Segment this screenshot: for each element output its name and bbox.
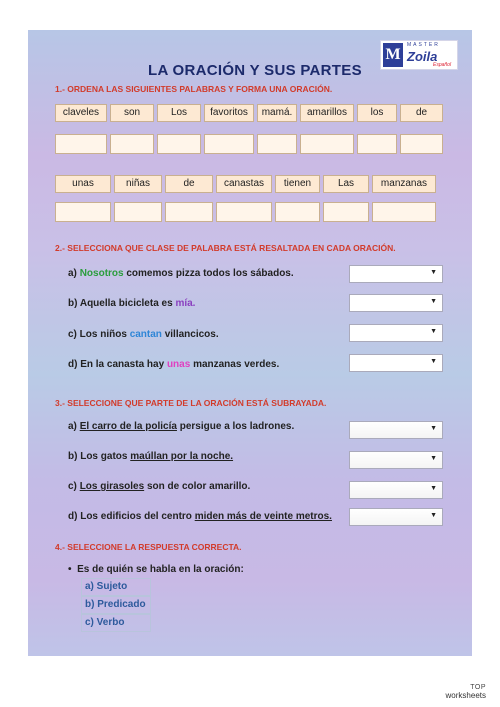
question-2b: [68, 298, 195, 309]
drop-slot[interactable]: [55, 202, 111, 222]
word-tile[interactable]: Los: [157, 104, 201, 122]
q-rest: villancicos.: [164, 329, 219, 340]
logo-letter: M: [383, 43, 403, 67]
dropdown-caret-icon: ▼: [430, 485, 437, 492]
dropdown-caret-icon: ▼: [430, 358, 437, 365]
q-rest: son de color amarillo.: [146, 481, 251, 492]
section-4-heading: 4.- SELECCIONE LA RESPUESTA CORRECTA.: [55, 542, 242, 552]
footer-bottom: worksheets: [445, 691, 486, 700]
answer-dropdown[interactable]: [349, 354, 443, 372]
highlighted-word: mía.: [175, 298, 196, 309]
word-tile[interactable]: unas: [55, 175, 111, 193]
drop-row-2: [55, 202, 436, 222]
drop-slot[interactable]: [275, 202, 320, 222]
drop-slot[interactable]: [323, 202, 369, 222]
logo-line2: Zoila: [407, 49, 438, 64]
word-row-1: [55, 104, 443, 122]
answer-option[interactable]: c) Verbo: [81, 614, 151, 632]
drop-slot[interactable]: [55, 134, 107, 154]
word-tile[interactable]: tienen: [275, 175, 320, 193]
question-3a: [68, 421, 294, 432]
drop-slot[interactable]: [204, 134, 254, 154]
worksheet: [28, 30, 472, 656]
drop-slot[interactable]: [165, 202, 213, 222]
q-rest: comemos pizza todos los sábados.: [126, 268, 294, 279]
q-prefix: a): [68, 268, 77, 279]
bullet-question: [68, 564, 244, 575]
question-2c: [68, 329, 219, 340]
section-2-heading: 2.- SELECCIONA QUE CLASE DE PALABRA ESTÁ RESALTADA EN CADA ORACIÓN.: [55, 243, 396, 253]
highlighted-word: unas: [166, 359, 191, 370]
word-tile[interactable]: canastas: [216, 175, 272, 193]
underlined-phrase: miden más de veinte metros.: [194, 511, 332, 522]
section-3-heading: 3.- SELECCIONE QUE PARTE DE LA ORACIÓN ESTÁ SUBRAYADA.: [55, 398, 327, 408]
answer-dropdown[interactable]: [349, 324, 443, 342]
drop-slot[interactable]: [114, 202, 162, 222]
answer-dropdown[interactable]: [349, 265, 443, 283]
q-prefix: c) Los niños: [68, 329, 127, 340]
dropdown-caret-icon: ▼: [430, 455, 437, 462]
bullet-dot-icon: •: [68, 564, 72, 575]
dropdown-caret-icon: ▼: [430, 328, 437, 335]
answer-option[interactable]: b) Predicado: [81, 596, 151, 614]
word-tile[interactable]: los: [357, 104, 397, 122]
question-3d: [68, 511, 332, 522]
answer-option[interactable]: a) Sujeto: [81, 578, 151, 596]
word-tile[interactable]: niñas: [114, 175, 162, 193]
logo-line1: MASTER: [407, 42, 440, 48]
q-rest: persigue a los ladrones.: [179, 421, 295, 432]
drop-slot[interactable]: [372, 202, 436, 222]
answer-dropdown[interactable]: [349, 294, 443, 312]
q-prefix: c): [68, 481, 77, 492]
drop-slot[interactable]: [400, 134, 443, 154]
question-3b: [68, 451, 233, 462]
drop-slot[interactable]: [216, 202, 272, 222]
word-row-2: [55, 175, 436, 193]
word-tile[interactable]: son: [110, 104, 154, 122]
question-2a: [68, 268, 294, 279]
dropdown-caret-icon: ▼: [430, 425, 437, 432]
footer-top: TOP: [470, 684, 486, 691]
word-tile[interactable]: favoritos: [204, 104, 254, 122]
section-1-heading: 1.- ORDENA LAS SIGUIENTES PALABRAS Y FORMA UNA ORACIÓN.: [55, 84, 333, 94]
drop-slot[interactable]: [357, 134, 397, 154]
q-prefix: b) Aquella bicicleta es: [68, 298, 173, 309]
word-tile[interactable]: Las: [323, 175, 369, 193]
q-prefix: d) En la canasta hay: [68, 359, 165, 370]
question-2d: [68, 359, 279, 370]
q-prefix: a): [68, 421, 77, 432]
drop-slot[interactable]: [157, 134, 201, 154]
answer-dropdown[interactable]: [349, 481, 443, 499]
answer-dropdown[interactable]: [349, 508, 443, 526]
word-tile[interactable]: de: [400, 104, 443, 122]
q-prefix: d) Los edificios del centro: [68, 511, 192, 522]
page-title: LA ORACIÓN Y SUS PARTES: [148, 62, 362, 79]
underlined-phrase: Los girasoles: [79, 481, 145, 492]
highlighted-word: Nosotros: [79, 268, 124, 279]
word-tile[interactable]: de: [165, 175, 213, 193]
underlined-phrase: El carro de la policía: [79, 421, 177, 432]
logo-line3: Español: [433, 62, 452, 68]
answer-dropdown[interactable]: [349, 451, 443, 469]
word-tile[interactable]: claveles: [55, 104, 107, 122]
dropdown-caret-icon: ▼: [430, 269, 437, 276]
answer-dropdown[interactable]: [349, 421, 443, 439]
word-tile[interactable]: amarillos: [300, 104, 354, 122]
drop-slot[interactable]: [257, 134, 297, 154]
bullet-text: Es de quién se habla en la oración:: [77, 564, 244, 575]
dropdown-caret-icon: ▼: [430, 512, 437, 519]
topworksheets-logo: [446, 684, 486, 700]
highlighted-word: cantan: [129, 329, 162, 340]
word-tile[interactable]: mamá.: [257, 104, 297, 122]
drop-row-1: [55, 134, 443, 154]
q-prefix: b) Los gatos: [68, 451, 128, 462]
drop-slot[interactable]: [300, 134, 354, 154]
underlined-phrase: maúllan por la noche.: [130, 451, 234, 462]
word-tile[interactable]: manzanas: [372, 175, 436, 193]
drop-slot[interactable]: [110, 134, 154, 154]
q-rest: manzanas verdes.: [193, 359, 280, 370]
question-3c: [68, 481, 250, 492]
dropdown-caret-icon: ▼: [430, 298, 437, 305]
